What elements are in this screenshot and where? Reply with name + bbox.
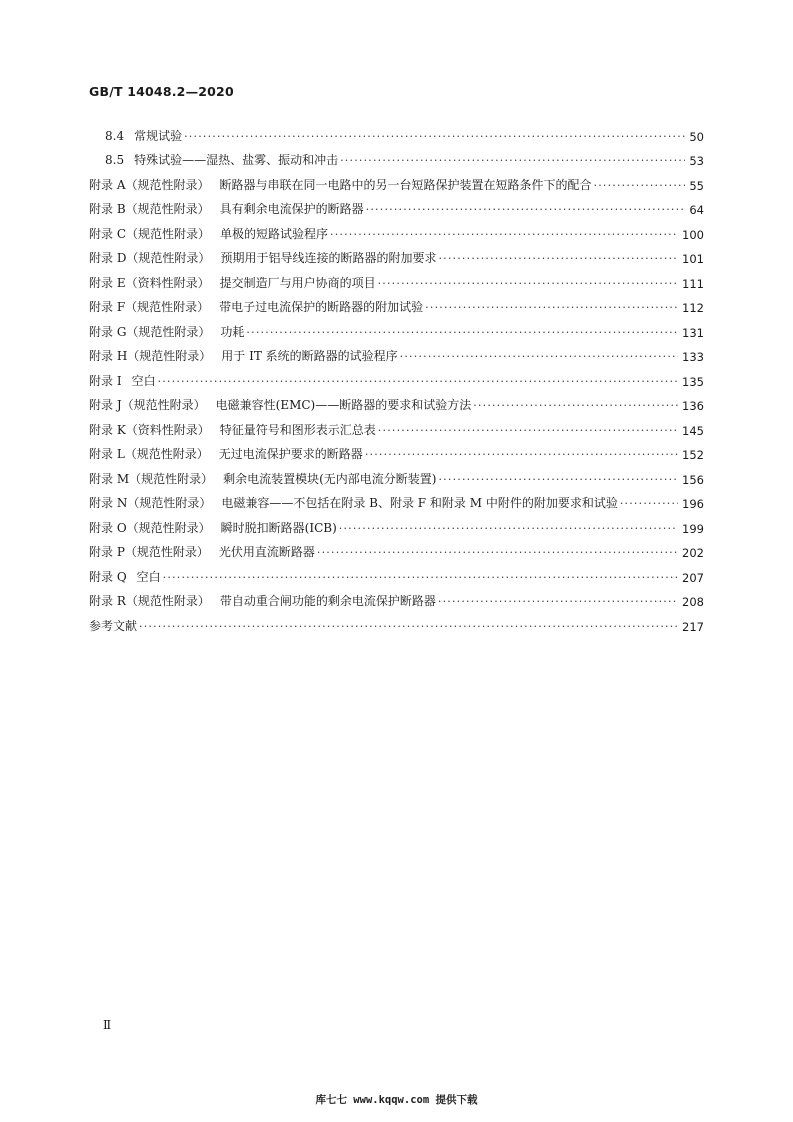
toc-entry-title: 功耗 [220,324,245,339]
toc-entry-title: 参考文献 [89,618,138,633]
toc-entry-label [89,323,246,340]
toc-entry-number: 附录 H（规范性附录） [89,349,212,363]
toc-entry-page: 145 [682,423,704,438]
toc-entry-number: 附录 B（规范性附录） [89,202,210,216]
toc-entry-number: 附录 L（规范性附录） [89,447,209,461]
toc-entry[interactable] [89,511,704,536]
toc-entry-number: 附录 K（资料性附录） [89,422,210,437]
toc-entry-label [89,543,317,560]
toc-leader-dots [340,155,685,168]
toc-entry-number: 附录 G（规范性附录） [89,324,211,339]
toc-entry-page: 135 [682,374,704,389]
toc-leader-dots [438,253,678,266]
toc-entry-page: 196 [682,497,704,511]
toc-entry-page: 156 [682,472,704,487]
toc-entry-number: 附录 O（规范性附录） [89,520,211,535]
toc-leader-dots [366,204,686,217]
toc-entry-title: 提交制造厂与用户协商的项目 [219,275,376,290]
document-code: GB/T 14048.2—2020 [89,84,234,99]
toc-leader-dots [473,400,678,413]
toc-entry-title: 光伏用直流断路器 [218,545,315,559]
toc-entry-label [89,470,438,487]
toc-entry-page: 112 [682,301,704,315]
toc-leader-dots [330,229,678,242]
toc-leader-dots [339,523,678,536]
toc-entry[interactable] [89,291,704,316]
toc-entry[interactable] [89,266,704,291]
toc-entry-number: 附录 N（规范性附录） [89,496,212,510]
toc-entry-number: 附录 Q [89,569,127,584]
toc-entry-number: 附录 F（规范性附录） [89,300,210,314]
toc-leader-dots [438,474,678,487]
toc-entry-number: 附录 J（规范性附录） [89,398,206,412]
footer-watermark: 库七七 www.kqqw.com 提供下载 [315,1094,478,1106]
toc-entry[interactable] [89,462,704,487]
toc-entry-label [89,249,438,266]
toc-leader-dots [594,180,686,193]
toc-entry-page: 152 [682,448,704,462]
toc-entry[interactable] [89,315,704,340]
toc-entry-label [89,519,339,536]
toc-entry-label [89,421,378,438]
toc-entry-page: 207 [682,570,704,585]
toc-entry[interactable] [89,364,704,389]
toc-entry-label [89,298,425,315]
table-of-contents [89,119,704,634]
toc-entry-title: 瞬时脱扣断路器(ICB) [220,520,337,535]
toc-leader-dots [378,425,678,438]
toc-entry[interactable] [89,560,704,585]
toc-entry-title: 电磁兼容——不包括在附录 B、附录 F 和附录 M 中附件的附加要求和试验 [221,496,618,510]
toc-entry-number: 附录 E（资料性附录） [89,275,210,290]
toc-entry-title: 单极的短路试验程序 [220,226,329,241]
toc-entry-label [89,568,163,585]
toc-entry-title: 用于 IT 系统的断路器的试验程序 [221,349,398,363]
toc-entry[interactable] [89,585,704,610]
toc-entry[interactable] [89,144,704,169]
page-number: Ⅱ [103,1018,112,1032]
toc-entry-label [89,445,365,462]
toc-leader-dots [425,302,678,315]
toc-leader-dots [184,131,685,144]
toc-entry-title: 无过电流保护要求的断路器 [218,447,363,461]
toc-entry[interactable] [89,536,704,561]
toc-entry-number: 附录 M（规范性附录） [89,471,214,486]
toc-entry-page: 53 [689,154,704,168]
toc-entry-title: 特殊试验——湿热、盐雾、振动和冲击 [134,153,339,167]
toc-entry-page: 202 [682,546,704,560]
toc-entry-page: 217 [682,619,704,634]
toc-entry[interactable] [89,340,704,365]
toc-entry-title: 预期用于铝导线连接的断路器的附加要求 [220,251,437,265]
toc-entry-label [89,225,330,242]
toc-entry-number: 附录 C（规范性附录） [89,226,210,241]
toc-entry-label [89,274,378,291]
toc-entry-page: 136 [682,399,704,413]
toc-entry[interactable] [89,438,704,463]
toc-leader-dots [365,449,678,462]
toc-entry[interactable] [89,413,704,438]
toc-entry-label [89,347,400,364]
toc-entry-number: 8.5 [105,153,125,167]
toc-entry-title: 剩余电流装置模块(无内部电流分断装置) [223,471,437,486]
toc-leader-dots [158,376,678,389]
toc-entry-page: 131 [682,325,704,340]
toc-entry-page: 101 [682,252,704,266]
toc-entry-page: 199 [682,521,704,536]
toc-entry-label [89,176,594,193]
toc-leader-dots [620,498,678,511]
toc-entry[interactable] [89,217,704,242]
toc-entry-page: 64 [689,203,704,217]
toc-leader-dots [438,596,678,609]
toc-leader-dots [163,572,678,585]
toc-entry[interactable] [89,487,704,512]
toc-entry[interactable] [89,119,704,144]
toc-entry-title: 具有剩余电流保护的断路器 [219,202,364,216]
toc-leader-dots [139,621,678,634]
toc-entry-title: 断路器与串联在同一电路中的另一台短路保护装置在短路条件下的配合 [219,177,592,192]
toc-entry-number: 附录 P（规范性附录） [89,545,209,559]
toc-entry-label [89,617,139,634]
toc-entry-number: 附录 A（规范性附录） [89,177,210,192]
toc-entry-page: 50 [689,129,704,144]
toc-entry[interactable] [89,168,704,193]
toc-leader-dots [400,351,678,364]
toc-leader-dots [378,278,678,291]
toc-entry-page: 100 [682,227,704,242]
toc-entry[interactable] [89,389,704,414]
toc-entry-page: 111 [682,276,704,291]
toc-entry[interactable] [89,193,704,218]
toc-entry-number: 附录 D（规范性附录） [89,251,211,265]
toc-entry-title: 电磁兼容性(EMC)——断路器的要求和试验方法 [215,398,472,412]
toc-entry-label [89,200,366,217]
toc-entry-label [89,592,438,609]
toc-entry-label [89,494,620,511]
toc-entry[interactable] [89,609,704,634]
toc-entry-label [89,127,184,144]
toc-entry-title: 常规试验 [134,128,183,143]
toc-entry-label [89,151,340,168]
toc-entry-title: 带电子过电流保护的断路器的附加试验 [219,300,424,314]
toc-leader-dots [317,547,678,560]
toc-entry-title: 空白 [136,569,161,584]
toc-entry-number: 附录 I [89,373,122,388]
toc-entry-number: 附录 R（规范性附录） [89,594,210,608]
toc-entry-label [89,372,158,389]
toc-entry-label [89,396,473,413]
toc-entry-page: 208 [682,595,704,609]
toc-entry-title: 特征量符号和图形表示汇总表 [219,422,376,437]
toc-entry-title: 带自动重合闸功能的剩余电流保护断路器 [219,594,436,608]
toc-entry-title: 空白 [131,373,156,388]
toc-entry-number: 8.4 [105,128,125,143]
toc-entry-page: 55 [689,178,704,193]
toc-entry[interactable] [89,242,704,267]
toc-leader-dots [246,327,678,340]
toc-entry-page: 133 [682,350,704,364]
